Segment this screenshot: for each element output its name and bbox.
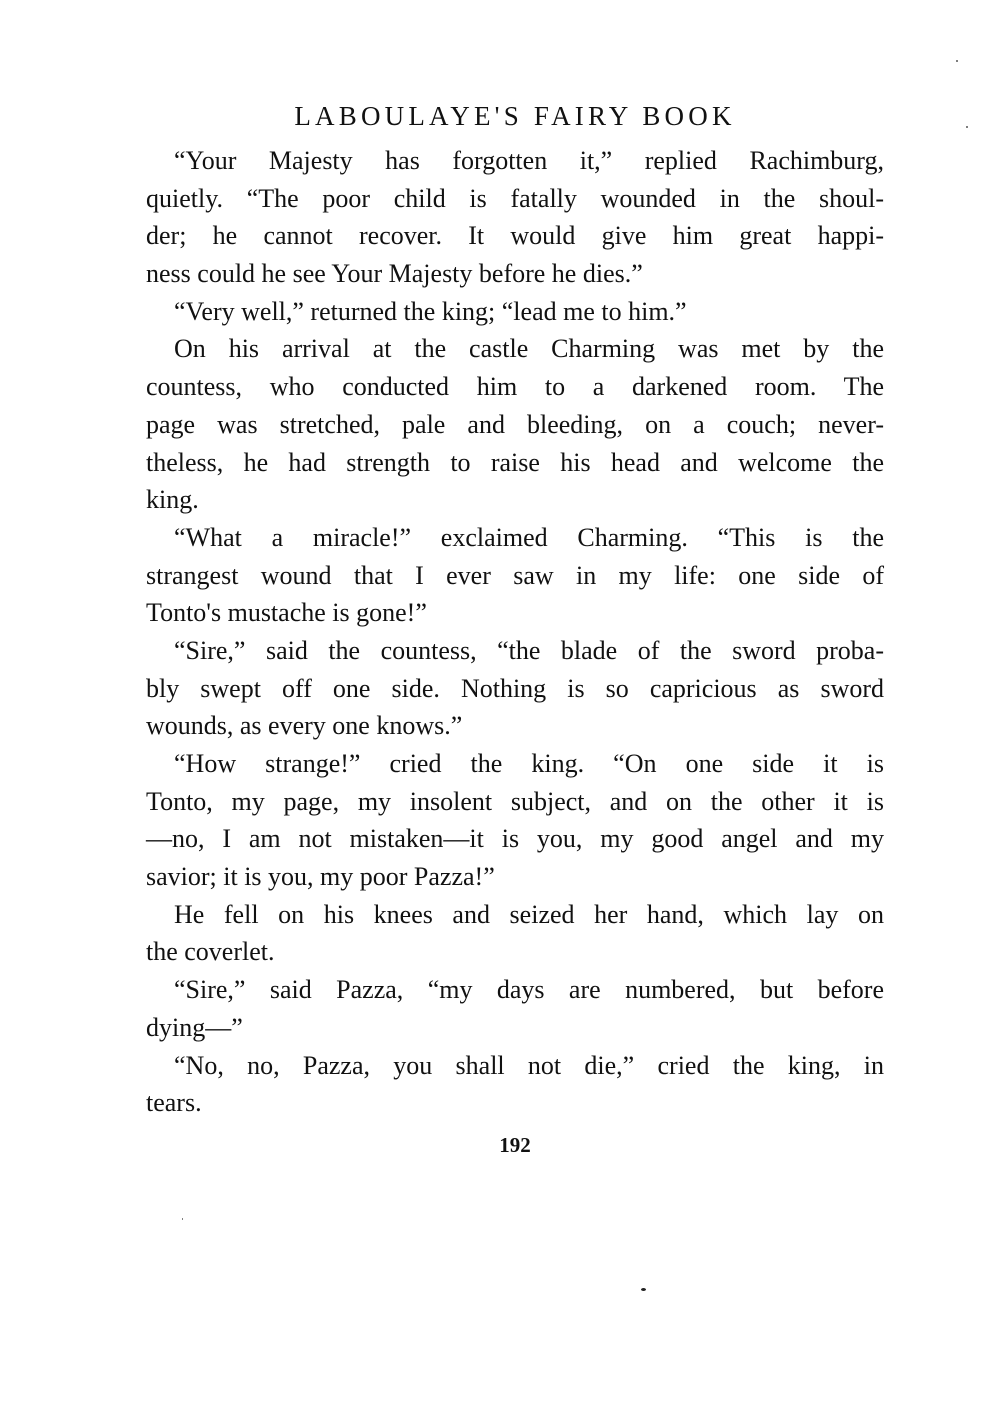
scan-speck [956, 60, 958, 62]
page-number: 192 [499, 1133, 531, 1157]
text-line: “Your Majesty has forgotten it,” replied Rachimburg, [174, 146, 884, 175]
text-line: countess, who conducted him to a darkened room. The [146, 372, 884, 402]
text-line: He fell on his knees and seized her hand, which lay on [174, 899, 884, 929]
text-line: Tonto, my page, my insolent subject, and on the other it is [146, 786, 884, 816]
text-line: page was stretched, pale and bleeding, on a couch; never- [146, 409, 884, 439]
text-line: “How strange!” cried the king. “On one side it is [174, 749, 884, 778]
running-header: LABOULAYE'S FAIRY BOOK [294, 101, 736, 131]
scan-speck [182, 1218, 183, 1220]
text-line: quietly. “The poor child is fatally wounded in the shoul- [146, 183, 884, 213]
text-line: king. [146, 485, 199, 515]
text-line: the coverlet. [146, 937, 275, 967]
text-line: savior; it is you, my poor Pazza!” [146, 862, 495, 892]
text-line: wounds, as every one knows.” [146, 711, 463, 741]
text-line: der; he cannot recover. It would give him great happi- [146, 221, 884, 251]
text-line: dying—” [146, 1012, 243, 1042]
text-line: Tonto's mustache is gone!” [146, 598, 427, 628]
text-line: strangest wound that I ever saw in my life: one side of [146, 560, 884, 590]
text-line: “What a miracle!” exclaimed Charming. “This is the [174, 522, 884, 552]
text-line: ness could he see Your Majesty before he dies.” [146, 259, 643, 289]
text-line: —no, I am not mistaken—it is you, my good angel and my [146, 824, 884, 854]
text-line: bly swept off one side. Nothing is so capricious as sword [146, 673, 884, 703]
text-line: On his arrival at the castle Charming was met by the [174, 334, 884, 364]
scan-speck [641, 1288, 646, 1291]
text-line: “Sire,” said the countess, “the blade of the sword proba- [174, 635, 884, 665]
text-line: “No, no, Pazza, you shall not die,” cried the king, in [174, 1050, 884, 1080]
text-line: “Very well,” returned the king; “lead me to him.” [174, 296, 687, 326]
body-text [146, 142, 884, 1122]
text-line: “Sire,” said Pazza, “my days are numbered, but before [174, 975, 884, 1005]
text-line: theless, he had strength to raise his head and welcome the [146, 447, 884, 477]
text-line: tears. [146, 1088, 202, 1118]
scan-speck [966, 126, 968, 128]
